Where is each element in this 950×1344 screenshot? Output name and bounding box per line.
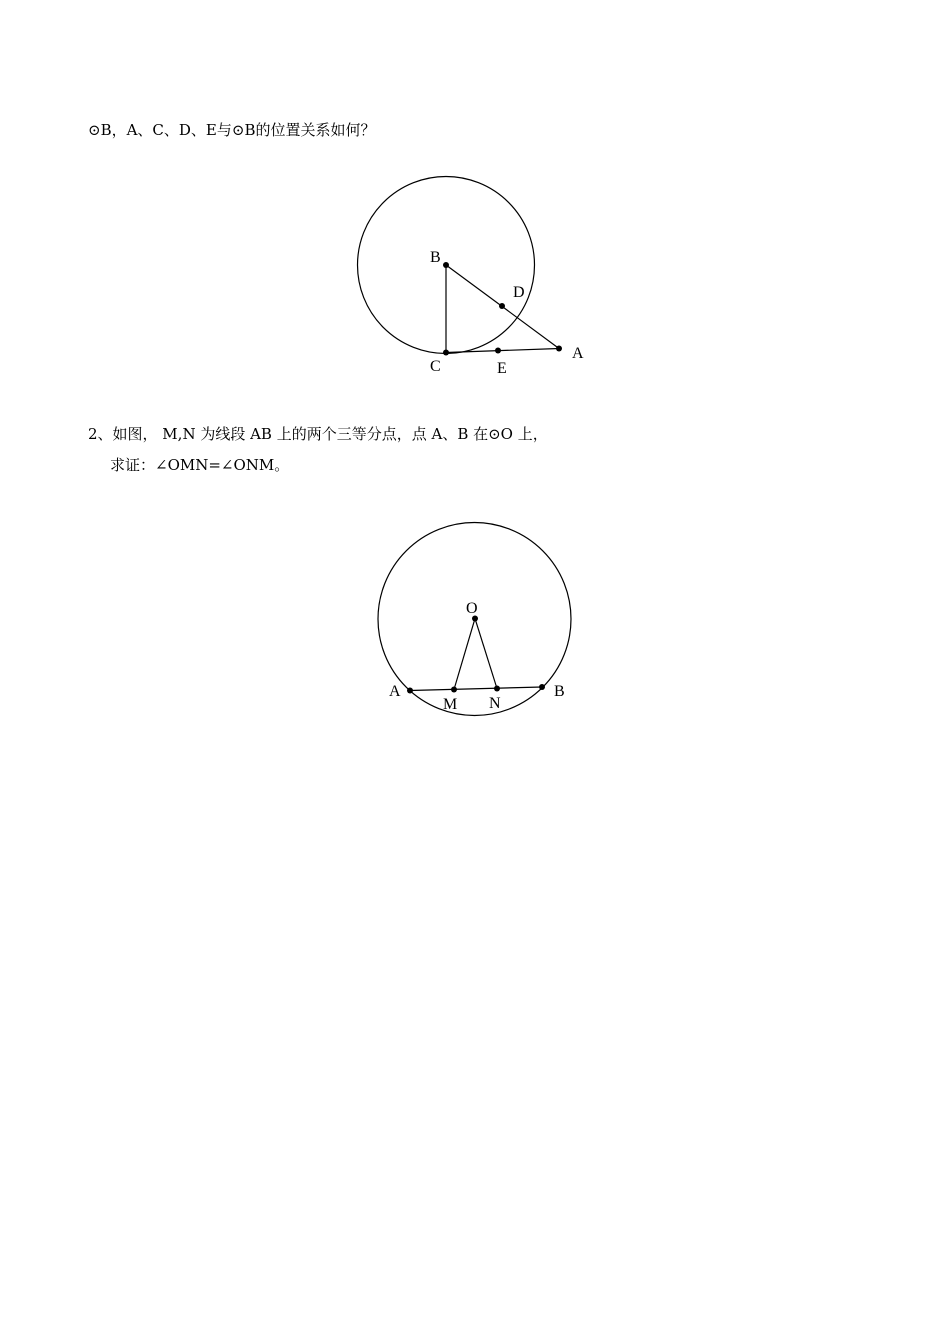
point-n: [494, 686, 500, 692]
question-2-line-1: 2、如图， M,N 为线段 AB 上的两个三等分点，点 A、B 在⊙O 上，: [88, 425, 548, 443]
label-a: A: [572, 345, 584, 362]
segment-om: [454, 619, 475, 690]
label-n: N: [489, 695, 501, 712]
label-e: E: [497, 360, 507, 377]
question-2-line-2: 求证：∠OMN=∠ONM。: [110, 456, 290, 474]
question-1-text: ⊙B，A、C、D、E与⊙B的位置关系如何？: [88, 121, 376, 139]
label-c: C: [430, 358, 441, 375]
segment-ab: [410, 687, 542, 691]
label-d: D: [513, 284, 525, 301]
label-b: B: [554, 683, 565, 700]
point-b: [539, 684, 545, 690]
label-b: B: [430, 249, 441, 266]
point-a: [407, 688, 413, 694]
segment-on: [475, 619, 497, 689]
label-o: O: [466, 600, 478, 617]
label-m: M: [443, 696, 458, 713]
point-m: [451, 687, 457, 693]
label-a: A: [389, 683, 401, 700]
